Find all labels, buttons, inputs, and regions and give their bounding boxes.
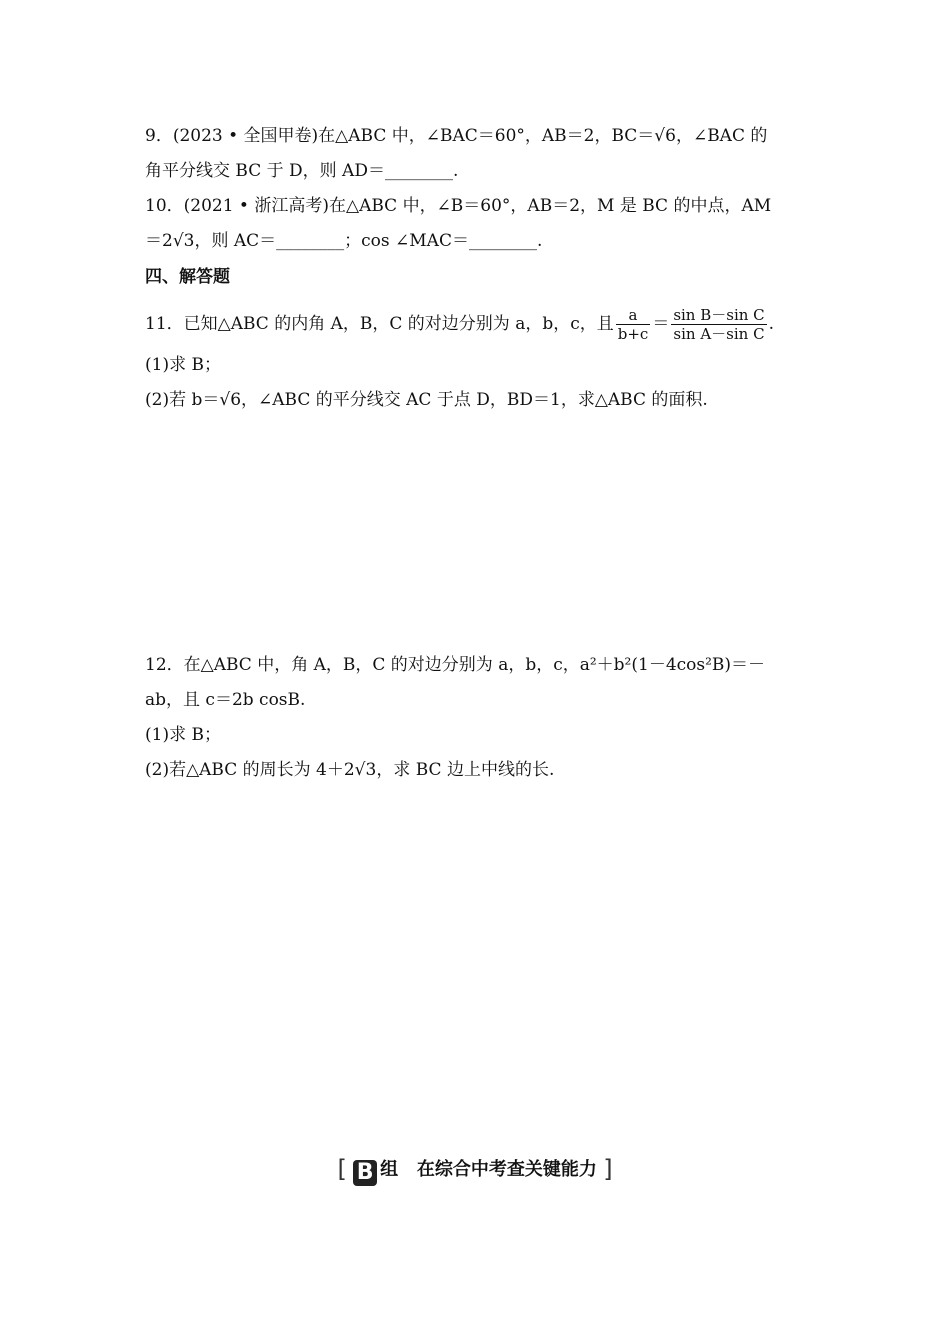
banner-title: 在综合中考查关键能力 — [416, 1159, 597, 1180]
q11-part2: (2)若 b＝√6，∠ABC 的平分线交 AC 于点 D，BD＝1，求△ABC 的面积. — [145, 390, 708, 410]
q11-frac1-den: b+c — [617, 325, 649, 343]
q11-frac1-num: a — [616, 306, 651, 325]
group-b-banner — [0, 1155, 950, 1186]
banner-group-label: 组 — [380, 1159, 399, 1180]
q11-fraction-2 — [671, 306, 766, 343]
q11-frac2-den: sin A－sin C — [673, 325, 765, 343]
q12-part1: (1)求 B； — [145, 725, 221, 745]
q11-fraction-1 — [616, 306, 651, 343]
q9-line1: 9．(2023 • 全国甲卷)在△ABC 中，∠BAC＝60°，AB＝2，BC＝√6，∠BAC 的 — [145, 126, 768, 146]
q11-stem-prefix: 11．已知△ABC 的内角 A，B，C 的对边分别为 a，b，c，且 — [145, 314, 614, 334]
section-title: 四、解答题 — [145, 267, 230, 287]
banner-left-bracket: [ — [337, 1155, 347, 1183]
q11-stem — [145, 306, 774, 343]
q11-stem-suffix: . — [768, 314, 775, 334]
q9-line2: 角平分线交 BC 于 D，则 AD＝________. — [145, 161, 459, 181]
q12-line2: ab，且 c＝2b cosB. — [145, 690, 306, 710]
banner-right-bracket: ] — [603, 1155, 613, 1183]
q10-line2: ＝2√3，则 AC＝________；cos ∠MAC＝________. — [145, 231, 543, 251]
q12-part2: (2)若△ABC 的周长为 4＋2√3，求 BC 边上中线的长. — [145, 760, 555, 780]
q11-frac2-num: sin B－sin C — [673, 306, 765, 324]
q11-equals: ＝ — [652, 314, 670, 334]
q11-part1: (1)求 B； — [145, 355, 221, 375]
q10-line1: 10．(2021 • 浙江高考)在△ABC 中，∠B＝60°，AB＝2，M 是 BC 的中点，AM — [145, 196, 772, 216]
group-b-badge: B — [353, 1160, 377, 1186]
q12-line1: 12．在△ABC 中，角 A，B，C 的对边分别为 a，b，c，a²＋b²(1－4cos²B)＝－ — [145, 655, 766, 675]
